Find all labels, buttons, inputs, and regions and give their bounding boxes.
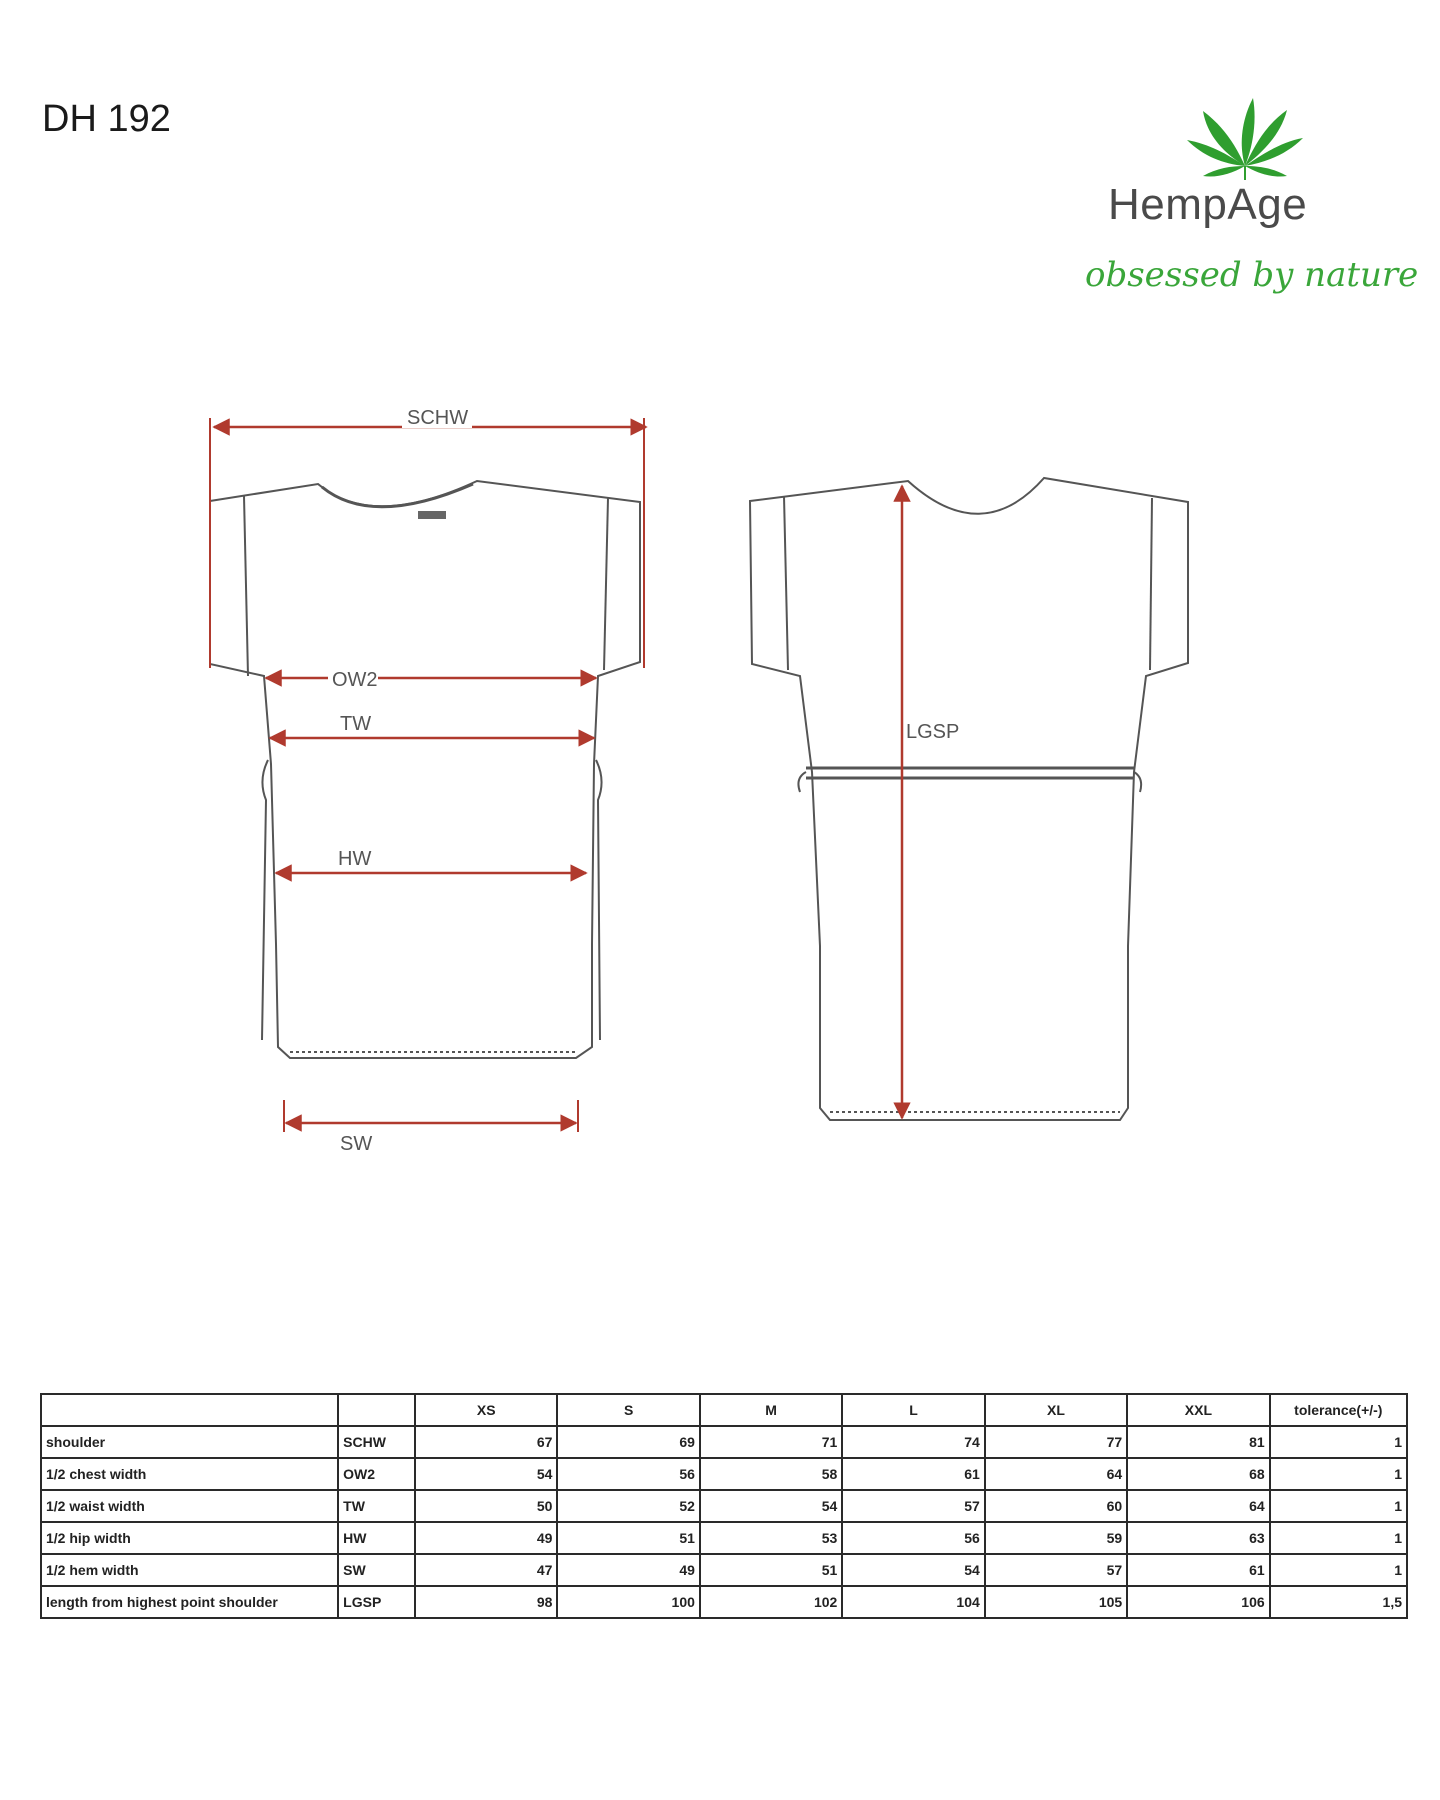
size-value: 58 — [700, 1458, 842, 1490]
size-value: 47 — [415, 1554, 557, 1586]
header-cell: tolerance(+/-) — [1270, 1394, 1407, 1426]
header-cell: M — [700, 1394, 842, 1426]
size-value: 67 — [415, 1426, 557, 1458]
label-schw: SCHW — [407, 407, 469, 429]
size-table — [40, 1393, 1408, 1619]
tolerance-value: 1 — [1270, 1426, 1407, 1458]
back-waist-tie — [798, 772, 1141, 792]
measurement-name: 1/2 waist width — [41, 1490, 338, 1522]
front-view — [210, 481, 640, 1058]
size-value: 102 — [700, 1586, 842, 1618]
header-cell: XS — [415, 1394, 557, 1426]
size-value: 98 — [415, 1586, 557, 1618]
measurement-name: 1/2 hem width — [41, 1554, 338, 1586]
measurement-code: SCHW — [338, 1426, 415, 1458]
leaf-blade — [1245, 166, 1287, 177]
size-value: 51 — [557, 1522, 699, 1554]
table-row — [41, 1458, 1407, 1490]
size-value: 50 — [415, 1490, 557, 1522]
measurement-code: SW — [338, 1554, 415, 1586]
table-row — [41, 1554, 1407, 1586]
header-cell: XXL — [1127, 1394, 1269, 1426]
measurement-code: LGSP — [338, 1586, 415, 1618]
size-value: 57 — [842, 1490, 984, 1522]
size-value: 61 — [842, 1458, 984, 1490]
size-value: 64 — [1127, 1490, 1269, 1522]
brand-name: HempAge — [1108, 180, 1308, 229]
size-value: 68 — [1127, 1458, 1269, 1490]
measurement-name: length from highest point shoulder — [41, 1586, 338, 1618]
header-cell: S — [557, 1394, 699, 1426]
sleeve-hem-right-back — [1150, 498, 1152, 670]
brand-tagline: obsessed by nature — [1085, 255, 1419, 295]
size-value: 49 — [557, 1554, 699, 1586]
size-value: 69 — [557, 1426, 699, 1458]
size-value: 105 — [985, 1586, 1127, 1618]
measurement-code: HW — [338, 1522, 415, 1554]
measurement-code: TW — [338, 1490, 415, 1522]
product-code: DH 192 — [42, 98, 171, 140]
header-cell: XL — [985, 1394, 1127, 1426]
size-value: 54 — [842, 1554, 984, 1586]
table-row — [41, 1586, 1407, 1618]
size-value: 60 — [985, 1490, 1127, 1522]
tolerance-value: 1 — [1270, 1490, 1407, 1522]
table-row — [41, 1426, 1407, 1458]
tolerance-value: 1,5 — [1270, 1586, 1407, 1618]
right-tie-loop — [596, 760, 602, 1040]
size-value: 64 — [985, 1458, 1127, 1490]
left-tie-loop — [262, 760, 268, 1040]
leaf-stem — [1244, 166, 1246, 180]
table-header-row — [41, 1394, 1407, 1426]
sleeve-hem-left — [244, 496, 248, 676]
tolerance-value: 1 — [1270, 1554, 1407, 1586]
neckline-trim — [322, 484, 473, 507]
size-value: 53 — [700, 1522, 842, 1554]
label-hw: HW — [338, 848, 372, 870]
back-view — [750, 478, 1188, 1120]
size-value: 49 — [415, 1522, 557, 1554]
size-table-container — [40, 1393, 1408, 1619]
sleeve-hem-right — [604, 498, 608, 670]
label-ow2: OW2 — [332, 669, 378, 691]
tolerance-value: 1 — [1270, 1458, 1407, 1490]
size-value: 59 — [985, 1522, 1127, 1554]
table-row — [41, 1522, 1407, 1554]
tolerance-value: 1 — [1270, 1522, 1407, 1554]
measurement-name: 1/2 hip width — [41, 1522, 338, 1554]
size-value: 106 — [1127, 1586, 1269, 1618]
size-value: 63 — [1127, 1522, 1269, 1554]
sleeve-hem-left-back — [784, 496, 788, 670]
label-tw: TW — [340, 713, 372, 735]
front-measure-lines — [210, 418, 646, 1132]
size-value: 57 — [985, 1554, 1127, 1586]
label-lgsp: LGSP — [906, 721, 960, 743]
size-value: 81 — [1127, 1426, 1269, 1458]
garment-sketch — [0, 380, 1440, 1180]
header-cell: L — [842, 1394, 984, 1426]
label-sw: SW — [340, 1133, 373, 1155]
leaf-blade — [1203, 166, 1245, 177]
measurement-code: OW2 — [338, 1458, 415, 1490]
size-value: 104 — [842, 1586, 984, 1618]
size-value: 77 — [985, 1426, 1127, 1458]
size-value: 52 — [557, 1490, 699, 1522]
front-outline — [210, 481, 640, 1058]
size-value: 51 — [700, 1554, 842, 1586]
header-cell — [41, 1394, 338, 1426]
size-value: 56 — [842, 1522, 984, 1554]
size-value: 56 — [557, 1458, 699, 1490]
size-value: 100 — [557, 1586, 699, 1618]
size-value: 54 — [415, 1458, 557, 1490]
header-cell — [338, 1394, 415, 1426]
size-value: 74 — [842, 1426, 984, 1458]
table-row — [41, 1490, 1407, 1522]
back-outline — [750, 478, 1188, 1120]
size-value: 61 — [1127, 1554, 1269, 1586]
measurement-name: 1/2 chest width — [41, 1458, 338, 1490]
neck-label — [418, 511, 446, 519]
measurement-name: shoulder — [41, 1426, 338, 1458]
size-value: 54 — [700, 1490, 842, 1522]
size-value: 71 — [700, 1426, 842, 1458]
